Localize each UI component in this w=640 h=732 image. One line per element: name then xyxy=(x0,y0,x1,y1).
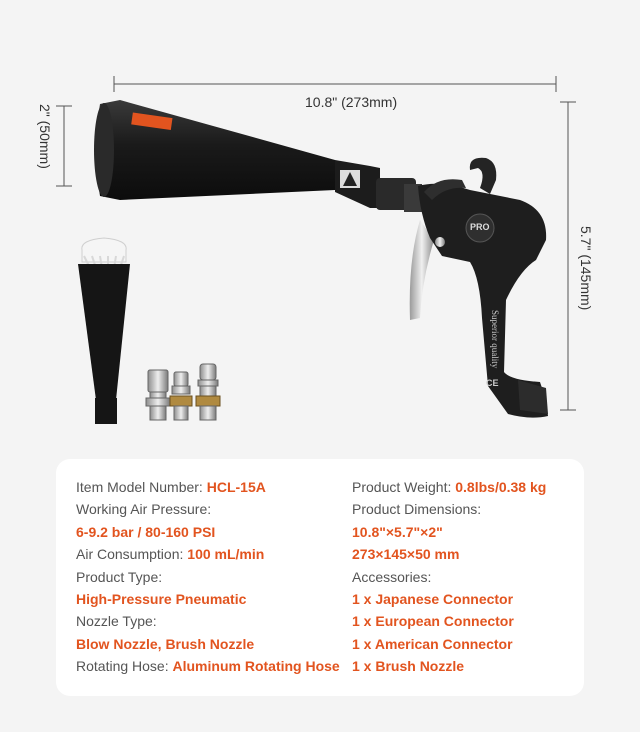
spec-value: Blow Nozzle, Brush Nozzle xyxy=(76,635,255,652)
spec-label: Product Dimensions: xyxy=(352,501,482,518)
spec-label: Accessories: xyxy=(352,568,432,585)
spec-model xyxy=(76,476,356,498)
spec-label: Item Model Number: xyxy=(76,479,207,495)
spec-card xyxy=(56,459,584,696)
gun-body xyxy=(418,158,548,418)
spec-label: Working Air Pressure: xyxy=(76,501,212,518)
brush-nozzle xyxy=(78,238,130,424)
ce-mark: CE xyxy=(486,378,499,388)
spec-consumption xyxy=(76,543,356,565)
spec-label: Product Weight: xyxy=(352,479,456,495)
length-dimension-label: 10.8" (273mm) xyxy=(305,94,398,110)
connector-european xyxy=(146,370,170,420)
spec-hose xyxy=(76,655,356,677)
accessory-item: 1 x Japanese Connector xyxy=(352,591,514,608)
spec-value: Aluminum Rotating Hose xyxy=(172,658,340,675)
connector-american xyxy=(170,372,192,420)
spec-value: High-Pressure Pneumatic xyxy=(76,591,247,608)
spec-value: 0.8lbs/0.38 kg xyxy=(455,479,547,495)
accessory-item: 1 x American Connector xyxy=(352,635,513,652)
spec-value: 100 mL/min xyxy=(187,546,265,563)
spec-weight xyxy=(352,476,582,498)
accessory-item: 1 x European Connector xyxy=(352,613,514,630)
spec-value: 10.8"×5.7"×2" xyxy=(352,523,443,540)
nozzle-diameter-label: 2" (50mm) xyxy=(37,104,53,169)
hanging-hook xyxy=(470,158,496,194)
accessory-item: 1 x Brush Nozzle xyxy=(352,658,465,675)
spec-column-left xyxy=(76,476,356,678)
spec-label: Product Type: xyxy=(76,568,163,585)
spec-label: Nozzle Type: xyxy=(76,613,157,630)
spec-value: 273×145×50 mm xyxy=(352,546,460,563)
pro-badge: PRO xyxy=(470,222,490,232)
spec-value: 6-9.2 bar / 80-160 PSI xyxy=(76,523,216,540)
pivot-pin xyxy=(435,237,445,247)
spec-label: Rotating Hose: xyxy=(76,658,173,675)
spec-column-right xyxy=(352,476,582,678)
gun-neck xyxy=(376,178,422,212)
cone-nozzle xyxy=(94,100,380,208)
height-dimension-label: 5.7" (145mm) xyxy=(578,226,594,311)
grip-text: Superior quality xyxy=(490,310,500,369)
spec-label: Air Consumption: xyxy=(76,546,188,563)
spec-value: HCL-15A xyxy=(206,479,266,495)
connector-japanese xyxy=(196,364,220,420)
